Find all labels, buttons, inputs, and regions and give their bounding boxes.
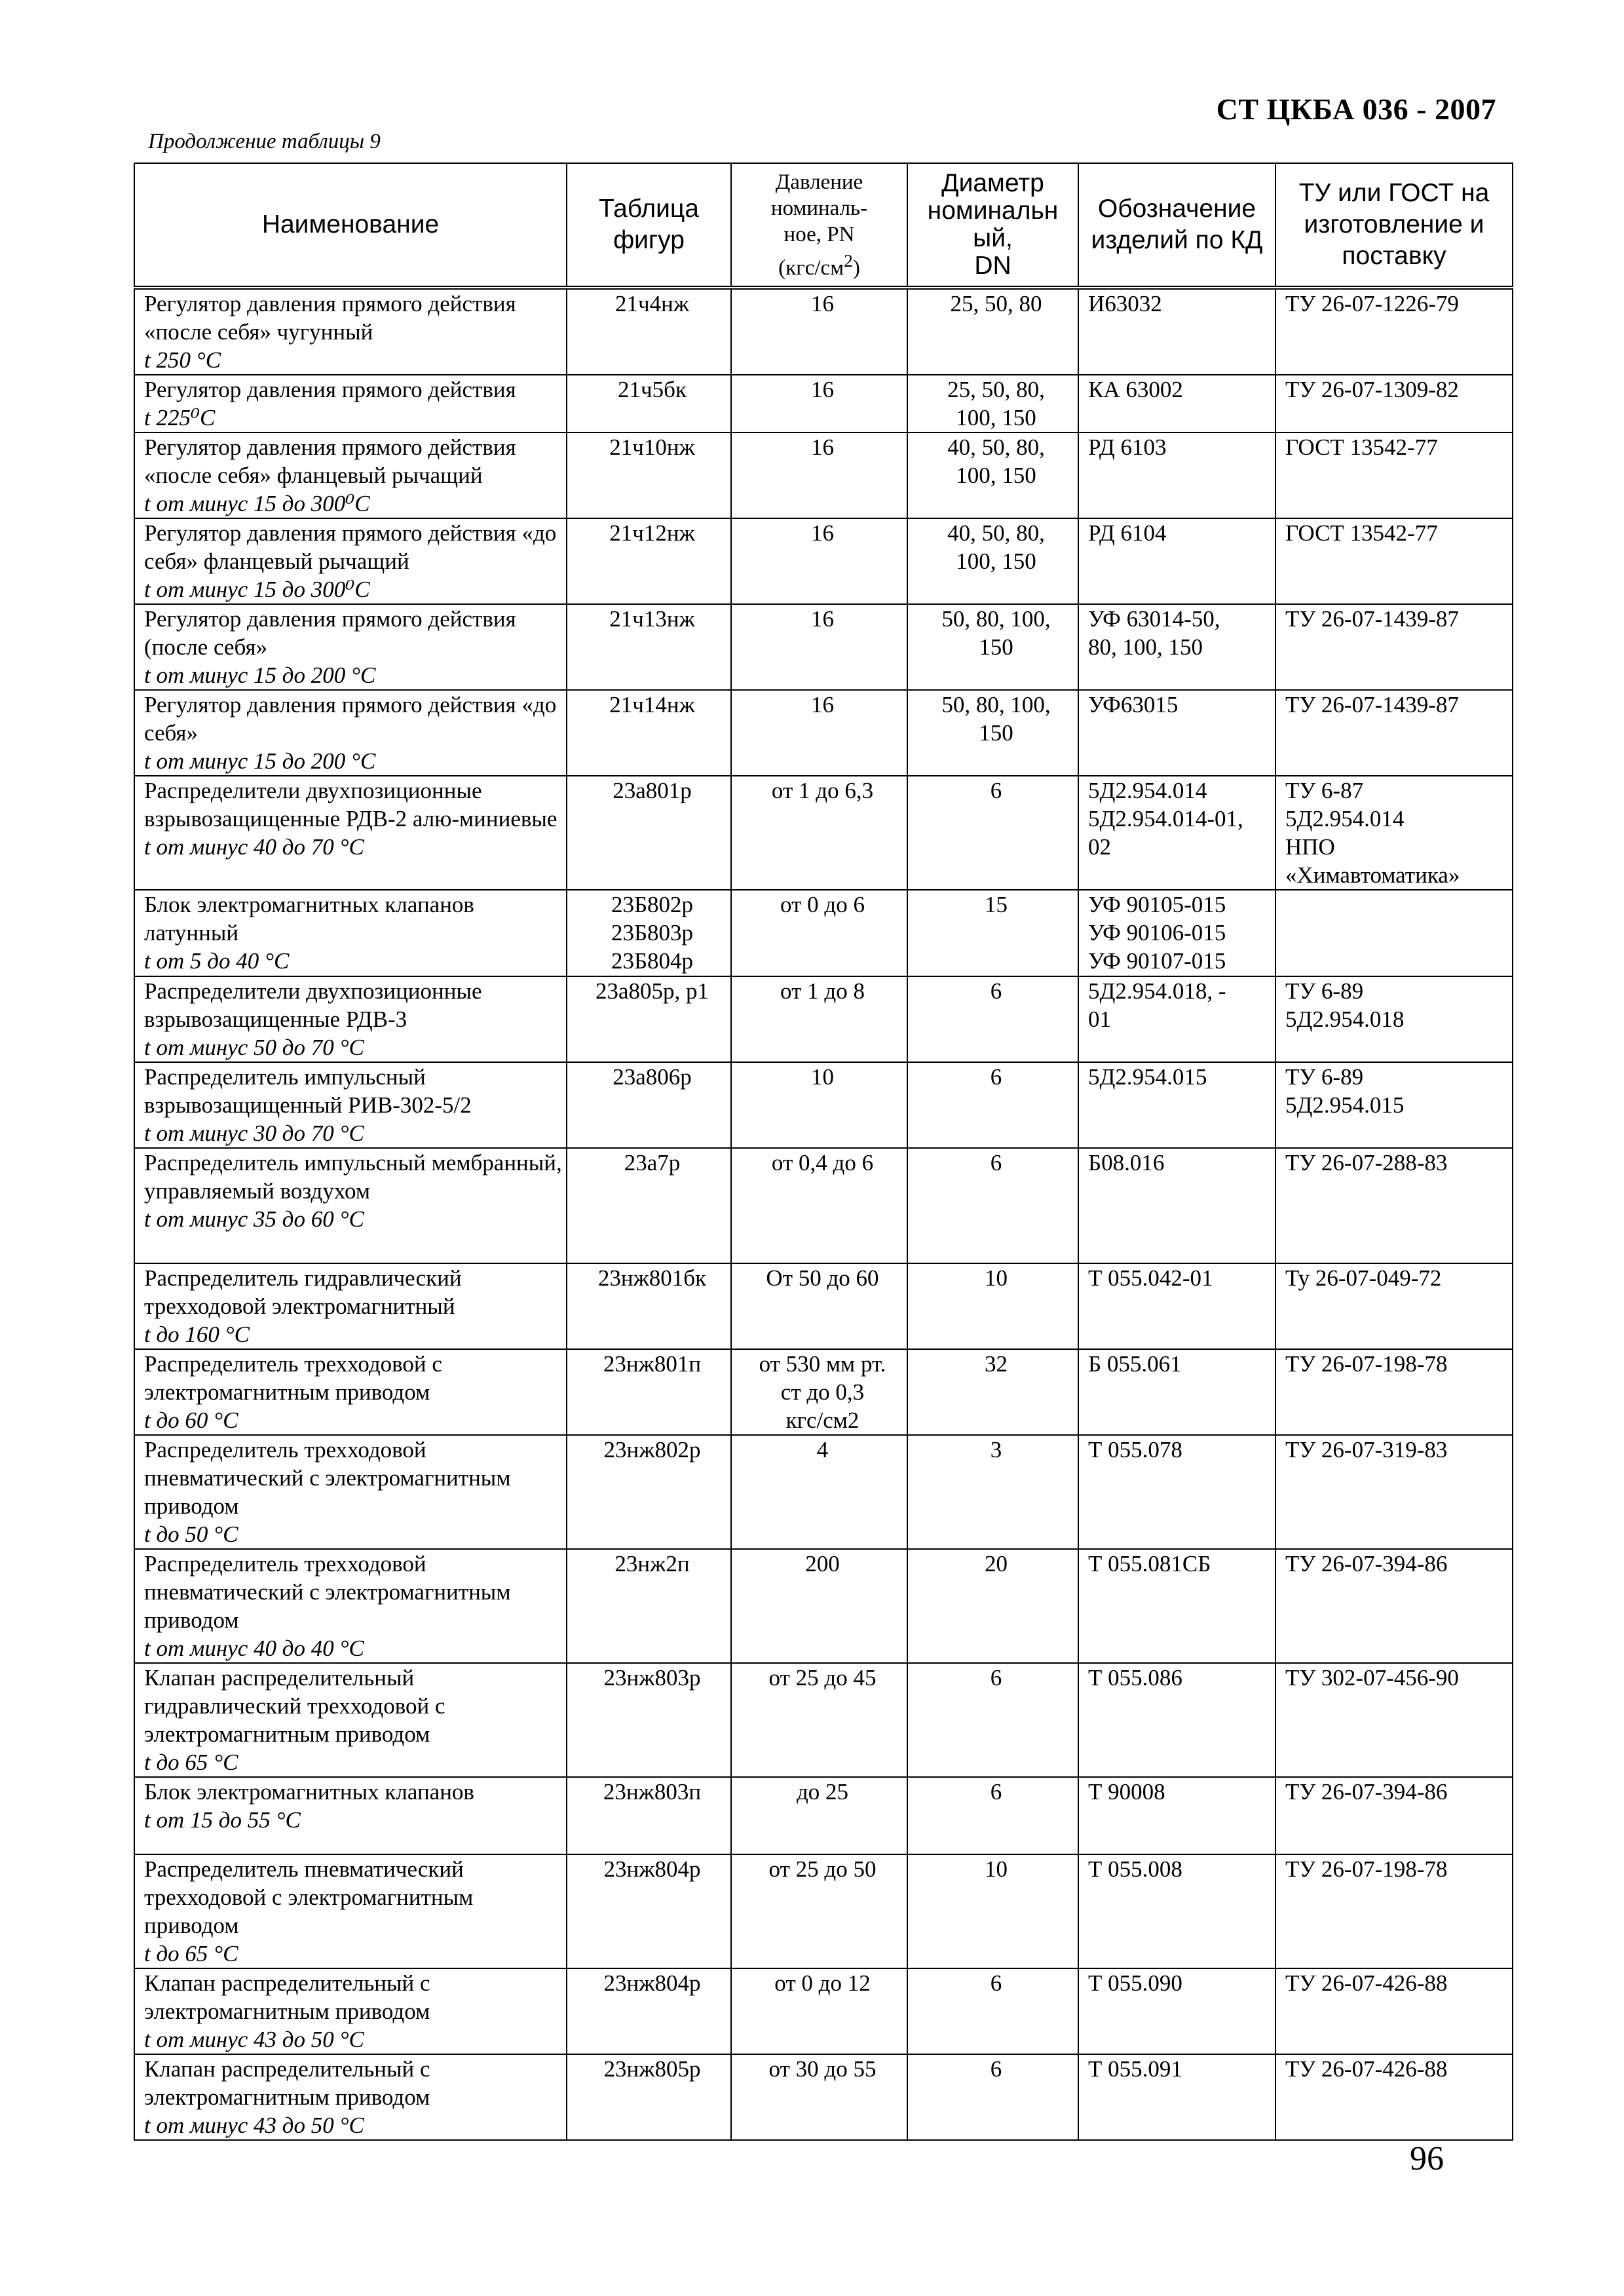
cell-name-text: Распределители двухпозиционные взрывозащищенные РДВ-2 алю-миниевые [144, 778, 557, 832]
cell-pressure-text: 4 [816, 1437, 829, 1463]
cell-figure-table [567, 288, 731, 375]
cell-standard-text: ТУ 6-89 5Д2.954.015 [1285, 1064, 1405, 1118]
cell-diameter [907, 1663, 1078, 1777]
temperature-range: t от 15 до 55 °C [144, 1807, 301, 1833]
cell-standard [1275, 518, 1513, 604]
cell-diameter-text: 6 [990, 1665, 1002, 1691]
cell-pressure [731, 375, 907, 432]
cell-designation-text: УФ 90105-015 УФ 90106-015 УФ 90107-015 [1088, 892, 1226, 974]
cell-figure-table-text: 21ч4нж [614, 291, 689, 316]
cell-pressure-text: 16 [811, 291, 834, 316]
cell-diameter-text: 6 [990, 1970, 1002, 1996]
cell-pressure [731, 1263, 907, 1349]
cell-standard-text: ТУ 6-87 5Д2.954.014 НПО «Химавтоматика» [1285, 778, 1460, 888]
table-row [134, 288, 1513, 375]
cell-pressure-text: от 0,4 до 6 [771, 1150, 874, 1176]
cell-figure-table-text: 23нж804р [603, 1856, 701, 1882]
table-row [134, 976, 1513, 1062]
cell-figure-table-text: 23нж804р [603, 1970, 701, 1996]
table-row [134, 1663, 1513, 1777]
cell-pressure [731, 1435, 907, 1549]
cell-name-text: Регулятор давления прямого действия «до себя» фланцевый рычащий [144, 520, 557, 574]
cell-name-text: Распределитель пневматический трехходовой с электромагнитным приводом [144, 1856, 474, 1938]
cell-designation-text: Т 055.008 [1088, 1856, 1182, 1882]
cell-designation [1078, 1777, 1275, 1854]
cell-name-text: Клапан распределительный с электромагнитным приводом [144, 1970, 430, 2024]
cell-diameter-text: 40, 50, 80, 100, 150 [947, 434, 1045, 488]
cell-figure-table-text: 21ч14нж [609, 692, 695, 718]
cell-name [134, 1062, 567, 1148]
cell-diameter [907, 776, 1078, 890]
cell-figure-table [567, 1062, 731, 1148]
cell-figure-table-text: 21ч12нж [609, 520, 695, 546]
cell-standard-text: ТУ 26-07-198-78 [1285, 1351, 1448, 1377]
cell-name-text: Распределитель импульсный мембранный, управляемый воздухом [144, 1150, 562, 1204]
cell-designation [1078, 1062, 1275, 1148]
cell-pressure-text: 200 [805, 1551, 840, 1577]
cell-diameter [907, 1148, 1078, 1263]
cell-diameter-text: 20 [985, 1551, 1008, 1577]
cell-figure-table [567, 976, 731, 1062]
cell-pressure [731, 1854, 907, 1968]
temperature-range: t до 160 °C [144, 1322, 250, 1347]
cell-pressure-text: 16 [811, 377, 834, 402]
table-row [134, 890, 1513, 976]
cell-standard-text: ТУ 26-07-1309-82 [1285, 377, 1459, 402]
cell-diameter-text: 6 [990, 2056, 1002, 2082]
cell-name [134, 1349, 567, 1435]
cell-diameter-text: 32 [985, 1351, 1008, 1377]
cell-name [134, 1148, 567, 1263]
cell-designation [1078, 1968, 1275, 2054]
table-row [134, 375, 1513, 432]
cell-name [134, 1663, 567, 1777]
table-row [134, 690, 1513, 776]
cell-figure-table [567, 776, 731, 890]
cell-figure-table [567, 375, 731, 432]
cell-diameter [907, 1349, 1078, 1435]
cell-figure-table-text: 23а805р, р1 [595, 978, 709, 1004]
table-row [134, 1148, 1513, 1263]
cell-standard [1275, 690, 1513, 776]
temperature-range: t от минус 43 до 50 °C [144, 2027, 364, 2052]
cell-pressure-text: от 0 до 6 [780, 892, 865, 917]
cell-standard [1275, 976, 1513, 1062]
temperature-range: t от минус 50 до 70 °C [144, 1035, 364, 1060]
cell-name [134, 890, 567, 976]
cell-designation-text: Т 90008 [1088, 1779, 1165, 1805]
cell-standard [1275, 2054, 1513, 2140]
cell-standard-text: ГОСТ 13542-77 [1285, 520, 1438, 546]
cell-standard-text: ТУ 26-07-1439-87 [1285, 692, 1459, 718]
cell-standard-text: ТУ 26-07-1226-79 [1285, 291, 1459, 316]
cell-figure-table-text: 23а7р [624, 1150, 681, 1176]
cell-standard [1275, 1777, 1513, 1854]
table-continuation-caption: Продолжение таблицы 9 [148, 130, 381, 153]
cell-standard-text: ТУ 26-07-426-88 [1285, 2056, 1448, 2082]
table-row [134, 2054, 1513, 2140]
cell-standard-text: ТУ 26-07-198-78 [1285, 1856, 1448, 1882]
table-row [134, 1854, 1513, 1968]
temperature-range: t до 65 °C [144, 1941, 238, 1966]
cell-designation-text: Т 055.090 [1088, 1970, 1182, 1996]
cell-standard [1275, 1062, 1513, 1148]
cell-pressure [731, 690, 907, 776]
temperature-range: t от минус 15 до 300⁰C [144, 577, 370, 602]
cell-name [134, 288, 567, 375]
cell-figure-table [567, 1777, 731, 1854]
cell-diameter [907, 518, 1078, 604]
cell-standard [1275, 1663, 1513, 1777]
cell-figure-table-text: 23нж805р [603, 2056, 701, 2082]
cell-diameter-text: 3 [990, 1437, 1002, 1463]
cell-diameter-text: 50, 80, 100, 150 [941, 606, 1051, 660]
cell-pressure-text: 16 [811, 692, 834, 718]
cell-name [134, 976, 567, 1062]
temperature-range: t до 60 °C [144, 1407, 238, 1433]
cell-designation-text: Т 055.042-01 [1088, 1265, 1213, 1291]
temperature-range: t до 50 °C [144, 1521, 238, 1547]
cell-name-text: Распределитель трехходовой с электромагнитным приводом [144, 1351, 442, 1405]
temperature-range: t от минус 40 до 40 °C [144, 1636, 364, 1661]
cell-pressure [731, 2054, 907, 2140]
table-row [134, 1062, 1513, 1148]
cell-standard-text: ТУ 6-89 5Д2.954.018 [1285, 978, 1405, 1032]
cell-standard [1275, 1349, 1513, 1435]
cell-standard [1275, 375, 1513, 432]
cell-name-text: Клапан распределительный с электромагнитным приводом [144, 2056, 430, 2110]
cell-name [134, 2054, 567, 2140]
cell-standard [1275, 1435, 1513, 1549]
cell-designation [1078, 976, 1275, 1062]
table-header [134, 163, 1513, 288]
cell-name [134, 604, 567, 690]
cell-pressure [731, 976, 907, 1062]
cell-diameter [907, 1549, 1078, 1663]
cell-designation [1078, 890, 1275, 976]
cell-figure-table-text: 23нж802р [603, 1437, 701, 1463]
temperature-range: t от минус 15 до 200 °C [144, 748, 376, 774]
cell-name [134, 1435, 567, 1549]
cell-designation-text: УФ63015 [1088, 692, 1179, 718]
cell-pressure-text: От 50 до 60 [766, 1265, 879, 1291]
cell-name [134, 1777, 567, 1854]
cell-diameter-text: 6 [990, 778, 1002, 803]
cell-designation-text: И63032 [1088, 291, 1162, 316]
cell-designation [1078, 2054, 1275, 2140]
cell-standard [1275, 1968, 1513, 2054]
cell-designation [1078, 690, 1275, 776]
cell-diameter-text: 25, 50, 80, 100, 150 [947, 377, 1045, 430]
cell-standard [1275, 1854, 1513, 1968]
cell-standard [1275, 288, 1513, 375]
cell-name [134, 1549, 567, 1663]
cell-pressure-text: от 1 до 8 [780, 978, 865, 1004]
cell-diameter [907, 2054, 1078, 2140]
cell-pressure [731, 1777, 907, 1854]
temperature-range: t от минус 15 до 300⁰C [144, 491, 370, 516]
temperature-range: t до 65 °C [144, 1750, 238, 1775]
cell-figure-table-text: 23нж803р [603, 1665, 701, 1691]
cell-pressure-text: 16 [811, 606, 834, 632]
cell-designation [1078, 1549, 1275, 1663]
cell-pressure-text: от 25 до 45 [768, 1665, 877, 1691]
cell-designation [1078, 432, 1275, 518]
cell-diameter-text: 50, 80, 100, 150 [941, 692, 1051, 746]
cell-designation [1078, 1349, 1275, 1435]
column-header-diameter: Диаметр номинальн ый, DN [907, 163, 1078, 288]
cell-pressure [731, 1148, 907, 1263]
cell-name-text: Регулятор давления прямого действия (после себя» [144, 606, 516, 660]
cell-name-text: Регулятор давления прямого действия «до себя» [144, 692, 557, 746]
cell-diameter [907, 690, 1078, 776]
cell-figure-table [567, 690, 731, 776]
table-row [134, 1777, 1513, 1854]
cell-figure-table [567, 518, 731, 604]
cell-name-text: Распределитель трехходовой пневматический с электромагнитным приводом [144, 1551, 511, 1633]
column-header-name: Наименование [134, 163, 567, 288]
cell-diameter-text: 10 [985, 1265, 1008, 1291]
cell-pressure-text: 10 [811, 1064, 834, 1090]
cell-name-text: Регулятор давления прямого действия [144, 377, 516, 402]
table-row [134, 1435, 1513, 1549]
temperature-range: t от минус 15 до 200 °C [144, 662, 376, 688]
cell-figure-table [567, 1549, 731, 1663]
cell-diameter [907, 1968, 1078, 2054]
cell-pressure [731, 1062, 907, 1148]
cell-designation-text: Т 055.086 [1088, 1665, 1182, 1691]
cell-designation [1078, 288, 1275, 375]
cell-pressure-text: от 25 до 50 [768, 1856, 877, 1882]
column-header-standard: ТУ или ГОСТ на изготовление и поставку [1275, 163, 1513, 288]
table-row [134, 518, 1513, 604]
column-header-designation: Обозначение изделий по КД [1078, 163, 1275, 288]
cell-pressure-text: 16 [811, 434, 834, 460]
cell-figure-table [567, 1263, 731, 1349]
cell-standard-text: ТУ 302-07-456-90 [1285, 1665, 1459, 1691]
cell-diameter [907, 890, 1078, 976]
cell-standard [1275, 1263, 1513, 1349]
cell-designation-text: РД 6103 [1088, 434, 1167, 460]
cell-standard-text: ТУ 26-07-288-83 [1285, 1150, 1448, 1176]
column-header-figure-table: Таблица фигур [567, 163, 731, 288]
cell-diameter [907, 288, 1078, 375]
cell-designation [1078, 375, 1275, 432]
cell-diameter [907, 1263, 1078, 1349]
cell-name [134, 518, 567, 604]
cell-name [134, 776, 567, 890]
cell-figure-table-text: 21ч5бк [618, 377, 687, 402]
cell-diameter-text: 15 [985, 892, 1008, 917]
cell-pressure [731, 288, 907, 375]
table-row [134, 604, 1513, 690]
cell-diameter [907, 1854, 1078, 1968]
cell-designation [1078, 1263, 1275, 1349]
cell-figure-table-text: 23нж2п [614, 1551, 690, 1577]
cell-name-text: Распределитель импульсный взрывозащищенный РИВ-302-5/2 [144, 1064, 472, 1118]
cell-standard-text: Ту 26-07-049-72 [1285, 1265, 1442, 1291]
cell-name [134, 375, 567, 432]
cell-diameter [907, 432, 1078, 518]
cell-designation-text: Б 055.061 [1088, 1351, 1182, 1377]
cell-pressure [731, 890, 907, 976]
cell-designation-text: 5Д2.954.014 5Д2.954.014-01, 02 [1088, 778, 1243, 860]
cell-figure-table-text: 21ч10нж [609, 434, 695, 460]
cell-standard [1275, 432, 1513, 518]
cell-standard [1275, 890, 1513, 976]
cell-figure-table [567, 1854, 731, 1968]
cell-name [134, 1968, 567, 2054]
cell-name-text: Регулятор давления прямого действия «после себя» чугунный [144, 291, 516, 345]
temperature-range: t от минус 35 до 60 °C [144, 1206, 364, 1232]
cell-designation [1078, 1854, 1275, 1968]
cell-diameter [907, 375, 1078, 432]
cell-figure-table-text: 23Б802р 23Б803р 23Б804р [611, 892, 694, 974]
cell-designation [1078, 1435, 1275, 1549]
table-body [134, 288, 1513, 2140]
cell-pressure-text: от 0 до 12 [774, 1970, 871, 1996]
cell-name [134, 1854, 567, 1968]
cell-name-text: Блок электромагнитных клапанов латунный [144, 892, 474, 946]
cell-standard [1275, 1549, 1513, 1663]
cell-designation [1078, 776, 1275, 890]
cell-diameter [907, 976, 1078, 1062]
cell-designation-text: 5Д2.954.018, - 01 [1088, 978, 1226, 1032]
cell-figure-table-text: 23нж801бк [597, 1265, 707, 1291]
cell-diameter-text: 10 [985, 1856, 1008, 1882]
cell-pressure-text: от 30 до 55 [768, 2056, 877, 2082]
table-row [134, 1968, 1513, 2054]
cell-designation [1078, 518, 1275, 604]
cell-figure-table-text: 23нж803п [603, 1779, 702, 1805]
temperature-range: t от минус 43 до 50 °C [144, 2113, 364, 2138]
temperature-range: t 225⁰C [144, 405, 216, 430]
cell-diameter [907, 604, 1078, 690]
cell-figure-table-text: 23а801р [613, 778, 692, 803]
cell-standard-text: ТУ 26-07-319-83 [1285, 1437, 1448, 1463]
cell-pressure [731, 518, 907, 604]
cell-figure-table [567, 1148, 731, 1263]
table-row [134, 1549, 1513, 1663]
cell-pressure [731, 604, 907, 690]
table-row [134, 776, 1513, 890]
cell-diameter-text: 25, 50, 80 [950, 291, 1042, 316]
cell-standard-text: ТУ 26-07-394-86 [1285, 1551, 1448, 1577]
temperature-range: t 250 °C [144, 347, 221, 373]
cell-diameter-text: 6 [990, 978, 1002, 1004]
cell-figure-table-text: 23нж801п [603, 1351, 702, 1377]
cell-pressure [731, 1663, 907, 1777]
cell-diameter [907, 1062, 1078, 1148]
cell-standard-text: ТУ 26-07-426-88 [1285, 1970, 1448, 1996]
column-header-pressure: Давление номиналь- ное, PN $(кгс/см^2)$ [731, 163, 907, 288]
table-row [134, 1263, 1513, 1349]
document-code: СТ ЦКБА 036 - 2007 [1216, 92, 1496, 126]
header-row [134, 163, 1513, 288]
cell-pressure [731, 1349, 907, 1435]
cell-designation-text: РД 6104 [1088, 520, 1167, 546]
cell-designation-text: УФ 63014-50, 80, 100, 150 [1088, 606, 1220, 660]
cell-designation-text: Т 055.091 [1088, 2056, 1182, 2082]
cell-name-text: Регулятор давления прямого действия «после себя» фланцевый рычащий [144, 434, 516, 488]
cell-designation-text: Т 055.081СБ [1088, 1551, 1211, 1577]
cell-designation [1078, 1148, 1275, 1263]
cell-figure-table [567, 1663, 731, 1777]
temperature-range: t от минус 40 до 70 °C [144, 834, 364, 860]
cell-standard-text: ТУ 26-07-1439-87 [1285, 606, 1459, 632]
cell-figure-table [567, 432, 731, 518]
temperature-range: t от 5 до 40 °C [144, 948, 290, 974]
cell-figure-table [567, 604, 731, 690]
temperature-range: t от минус 30 до 70 °C [144, 1120, 364, 1146]
cell-name [134, 432, 567, 518]
cell-pressure-text: до 25 [796, 1779, 849, 1805]
cell-name-text: Распределители двухпозиционные взрывозащищенные РДВ-3 [144, 978, 482, 1032]
cell-pressure-text: 16 [811, 520, 834, 546]
cell-diameter-text: 6 [990, 1064, 1002, 1090]
cell-designation-text: Б08.016 [1088, 1150, 1165, 1176]
cell-designation-text: 5Д2.954.015 [1088, 1064, 1207, 1090]
cell-name-text: Блок электромагнитных клапанов [144, 1779, 474, 1805]
cell-figure-table-text: 21ч13нж [609, 606, 695, 632]
cell-designation [1078, 1663, 1275, 1777]
cell-pressure [731, 1968, 907, 2054]
cell-designation [1078, 604, 1275, 690]
cell-figure-table [567, 890, 731, 976]
cell-pressure [731, 776, 907, 890]
cell-standard [1275, 604, 1513, 690]
cell-name [134, 690, 567, 776]
cell-figure-table-text: 23а806р [613, 1064, 692, 1090]
cell-pressure [731, 1549, 907, 1663]
cell-standard [1275, 1148, 1513, 1263]
cell-name-text: Клапан распределительный гидравлический трехходовой с электромагнитным приводом [144, 1665, 445, 1747]
cell-pressure-text: от 530 мм рт. ст до 0,3 кгс/см2 [759, 1351, 886, 1433]
valves-table [134, 163, 1513, 2141]
cell-figure-table [567, 1968, 731, 2054]
cell-figure-table [567, 2054, 731, 2140]
cell-diameter-text: 6 [990, 1779, 1002, 1805]
cell-diameter [907, 1435, 1078, 1549]
cell-pressure-text: от 1 до 6,3 [771, 778, 874, 803]
cell-diameter [907, 1777, 1078, 1854]
cell-name [134, 1263, 567, 1349]
cell-figure-table [567, 1349, 731, 1435]
cell-pressure [731, 432, 907, 518]
table-row [134, 432, 1513, 518]
cell-diameter-text: 40, 50, 80, 100, 150 [947, 520, 1045, 574]
table-row [134, 1349, 1513, 1435]
cell-figure-table [567, 1435, 731, 1549]
cell-name-text: Распределитель трехходовой пневматический с электромагнитным приводом [144, 1437, 511, 1519]
cell-designation-text: КА 63002 [1088, 377, 1183, 402]
cell-designation-text: Т 055.078 [1088, 1437, 1182, 1463]
cell-standard [1275, 776, 1513, 890]
cell-name-text: Распределитель гидравлический трехходовой электромагнитный [144, 1265, 462, 1319]
cell-diameter-text: 6 [990, 1150, 1002, 1176]
cell-standard-text: ТУ 26-07-394-86 [1285, 1779, 1448, 1805]
page-number: 96 [1410, 2140, 1444, 2177]
cell-standard-text: ГОСТ 13542-77 [1285, 434, 1438, 460]
